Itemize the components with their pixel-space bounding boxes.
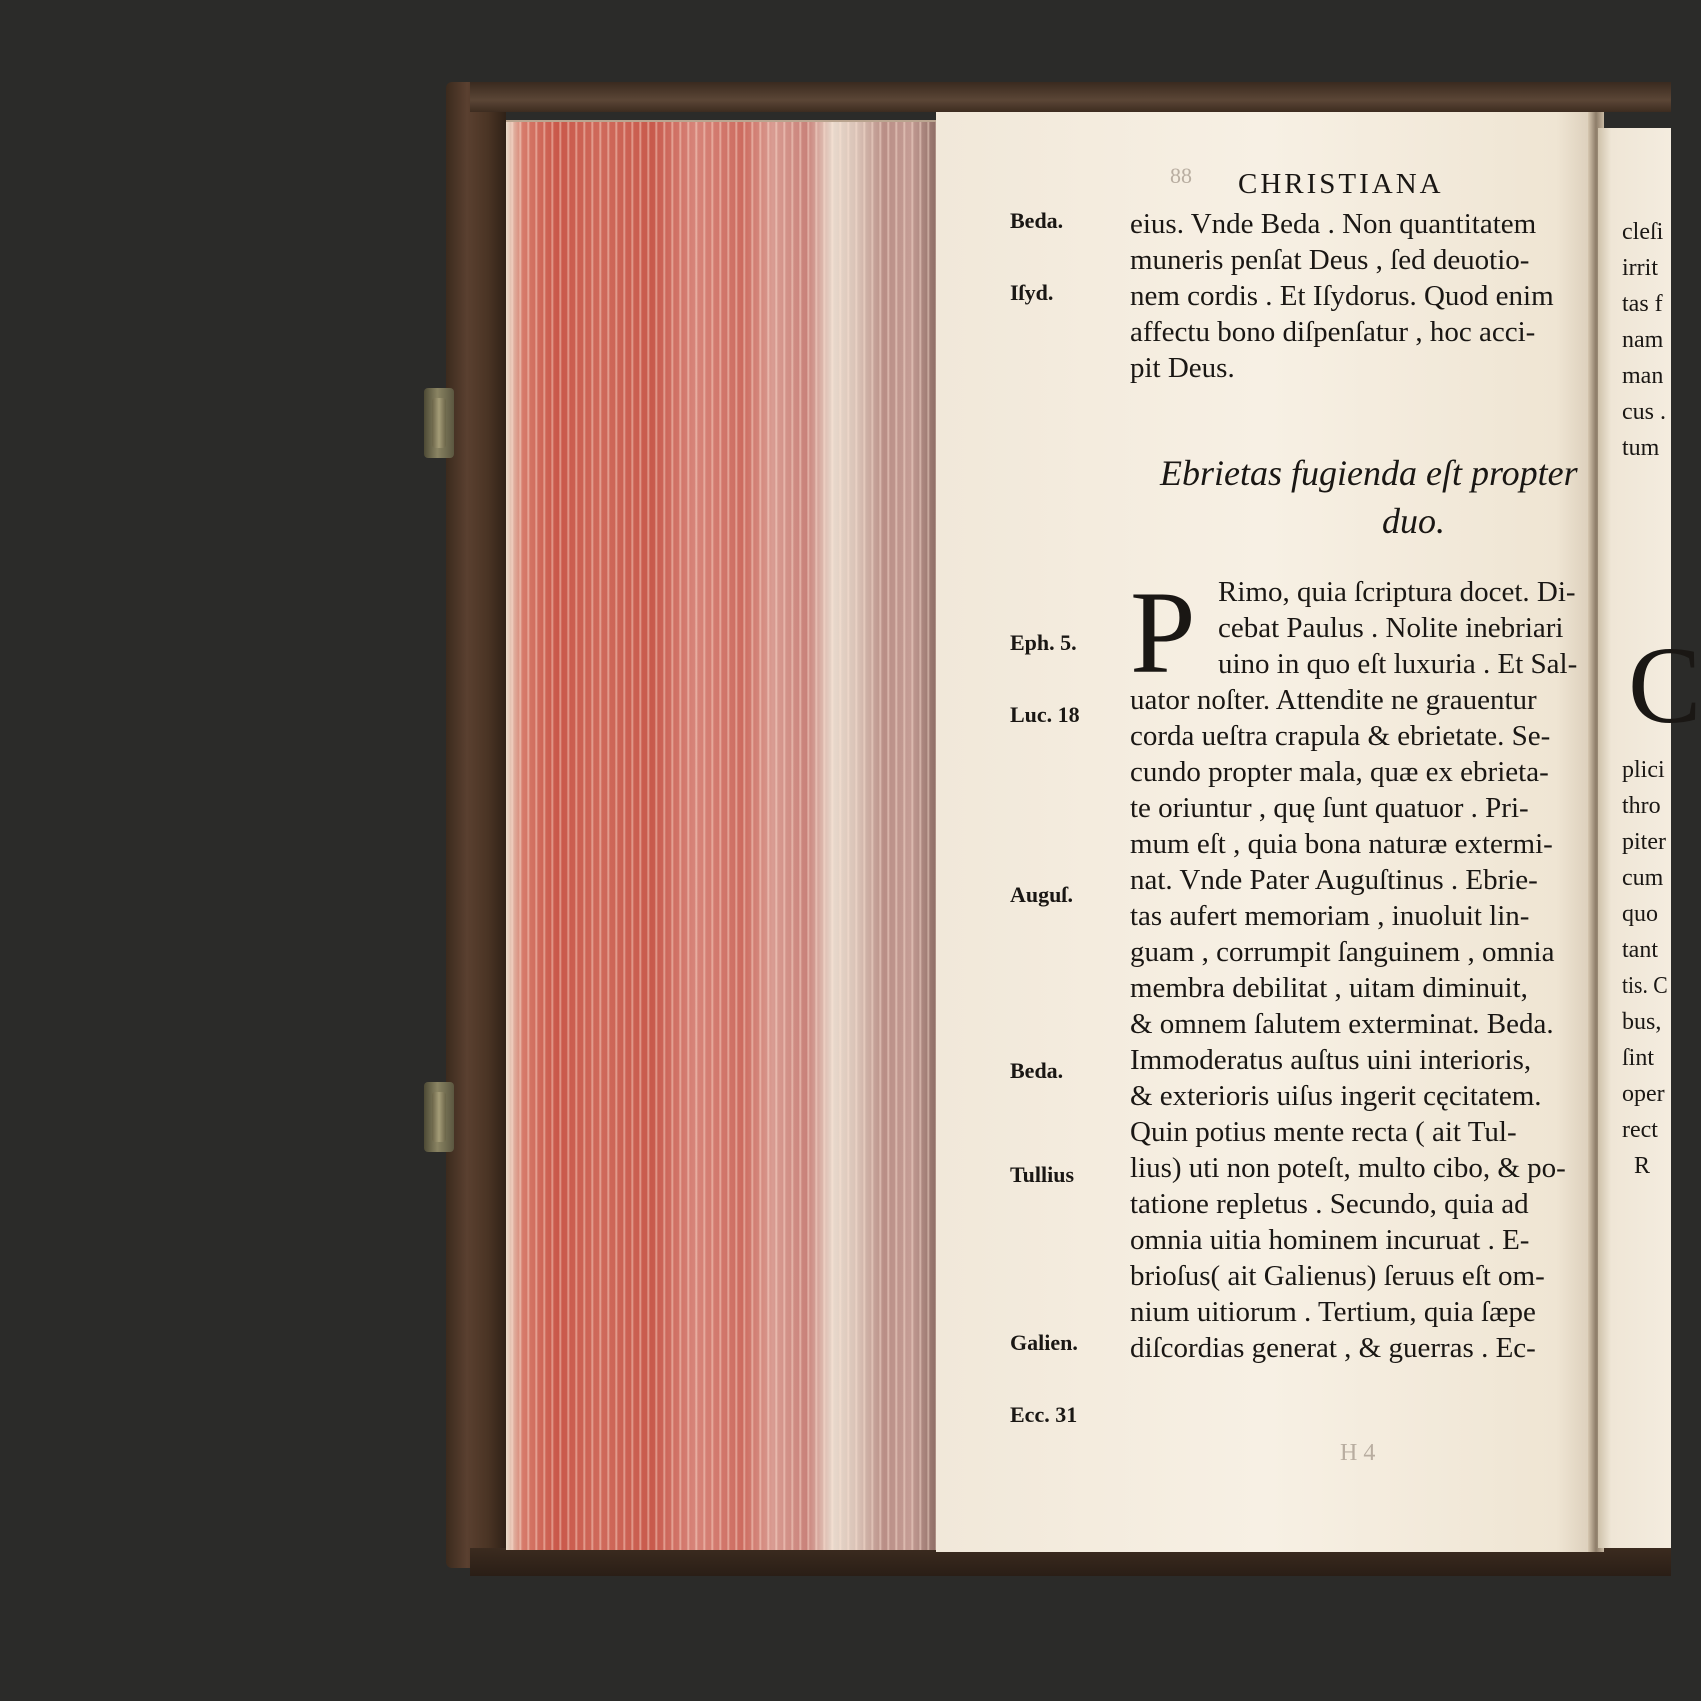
text-line: nat. Vnde Pater Auguſtinus . Ebrie- (1130, 864, 1538, 896)
margin-note: Beda. (1010, 208, 1064, 233)
margin-note: Galien. (1010, 1330, 1078, 1355)
drop-cap: P (1130, 567, 1196, 698)
text-line: uator noſter. Attendite ne grauentur (1130, 684, 1537, 716)
text-line: membra debilitat , uitam diminuit, (1130, 972, 1528, 1004)
facing-text-line: tant (1622, 937, 1658, 963)
facing-text-line: cleſi (1622, 219, 1664, 245)
facing-text-line: piter (1622, 829, 1666, 855)
text-line: cebat Paulus . Nolite inebriari (1218, 612, 1564, 644)
red-fore-edge-pages (506, 120, 936, 1550)
facing-text-line: rect (1622, 1117, 1658, 1143)
facing-text-line: oper (1622, 1081, 1665, 1107)
margin-note: Iſyd. (1010, 280, 1054, 305)
signature-mark: H 4 (1340, 1440, 1376, 1466)
text-line: Immoderatus auſtus uini interioris, (1130, 1044, 1532, 1076)
facing-text-line: cum (1622, 865, 1664, 891)
margin-note: Luc. 18 (1010, 702, 1080, 727)
facing-text-line: plici (1622, 757, 1665, 783)
running-title: CHRISTIANA (1238, 168, 1444, 200)
facing-text-line: R (1634, 1153, 1651, 1179)
text-line: affectu bono diſpenſatur , hoc acci- (1130, 316, 1536, 348)
text-line: Rimo, quia ſcriptura docet. Di- (1218, 576, 1576, 608)
text-line: nium uitiorum . Tertium, quia ſæpe (1130, 1296, 1536, 1328)
text-line: te oriuntur , quę ſunt quatuor . Pri- (1130, 792, 1529, 824)
text-line: & exterioris uiſus ingerit cęcitatem. (1130, 1080, 1542, 1112)
facing-text-line: thro (1622, 793, 1661, 819)
text-line: tas aufert memoriam , inuoluit lin- (1130, 900, 1530, 932)
facing-text-line: tas f (1622, 291, 1663, 317)
text-line: brioſus( ait Galienus) ſeruus eſt om- (1130, 1260, 1545, 1292)
upper-clasp-icon (424, 388, 454, 458)
facing-text-line: quo (1622, 901, 1658, 927)
section-title-line-1: Ebrietas fugienda eſt propter (1160, 453, 1578, 493)
margin-note: Tullius (1010, 1162, 1075, 1187)
text-line: muneris penſat Deus , ſed deuotio- (1130, 244, 1530, 276)
facing-text-line: man (1622, 363, 1664, 389)
text-line: Quin potius mente recta ( ait Tul- (1130, 1116, 1517, 1148)
book-cover-bottom-edge (470, 1548, 1671, 1576)
facing-text-line: tum (1622, 435, 1660, 461)
facing-text-line: ſint (1622, 1045, 1655, 1071)
text-line: mum eſt , quia bona naturæ extermi- (1130, 828, 1553, 860)
text-line: eius. Vnde Beda . Non quantitatem (1130, 208, 1537, 240)
margin-note: Ecc. 31 (1010, 1402, 1078, 1427)
text-line: tatione repletus . Secundo, quia ad (1130, 1188, 1529, 1220)
text-line: guam , corrumpit ſanguinem , omnia (1130, 936, 1555, 968)
margin-note: Auguſ. (1010, 882, 1073, 907)
facing-text-line: tis. C (1622, 973, 1668, 999)
facing-drop-cap: C (1628, 624, 1701, 746)
margin-note: Beda. (1010, 1058, 1064, 1083)
text-line: pit Deus. (1130, 352, 1235, 384)
text-line: cundo propter mala, quæ ex ebrieta- (1130, 756, 1549, 788)
text-line: corda ueſtra crapula & ebrietate. Se- (1130, 720, 1551, 752)
text-line: & omnem ſalutem exterminat. Beda. (1130, 1008, 1554, 1040)
facing-text-line: cus . (1622, 399, 1666, 425)
section-title-line-2: duo. (1382, 501, 1445, 541)
book-cover-board (446, 82, 506, 1568)
facing-text-line: bus, (1622, 1009, 1662, 1035)
text-line: omnia uitia hominem incuruat . E- (1130, 1224, 1530, 1256)
text-line: nem cordis . Et Iſydorus. Quod enim (1130, 280, 1554, 312)
page-number: 88 (1170, 163, 1192, 188)
book-cover-top-edge (470, 82, 1671, 112)
facing-text-line: irrit (1622, 255, 1658, 281)
lower-clasp-icon (424, 1082, 454, 1152)
text-line: diſcordias generat , & guerras . Ec- (1130, 1332, 1536, 1364)
margin-note: Eph. 5. (1010, 630, 1077, 655)
facing-text-line: nam (1622, 327, 1664, 353)
text-line: lius) uti non poteſt, multo cibo, & po- (1130, 1152, 1566, 1184)
text-line: uino in quo eſt luxuria . Et Sal- (1218, 648, 1578, 680)
